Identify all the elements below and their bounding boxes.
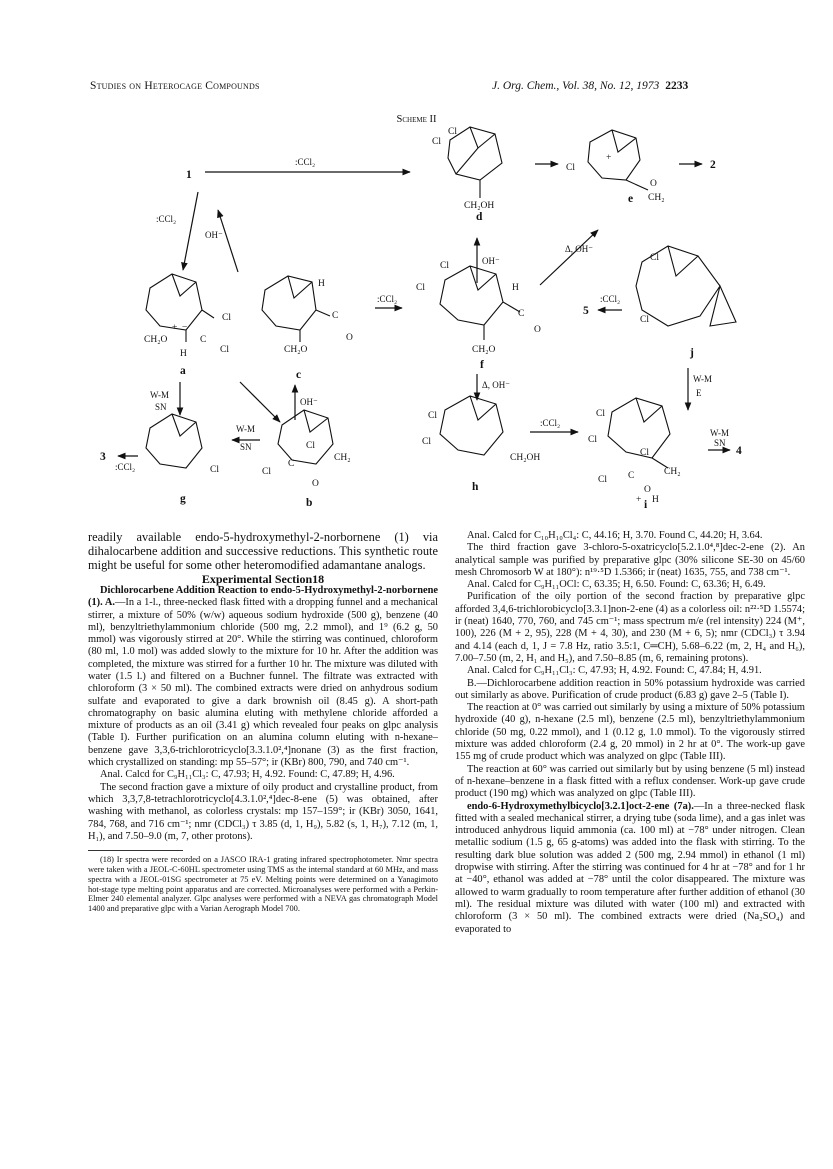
atom-ch2o: CH₂O <box>472 345 496 355</box>
right-column <box>455 530 805 936</box>
reagent-ccl2-c-f: :CCl₂ <box>377 294 398 304</box>
second-fraction-paragraph: The second fraction gave a mixture of oily product and crystalline product, from which 3,3,7,8-tetrachlorotricyclo[4.3.1.0²,⁴]dec-8-ene (5) was obtained, after washing with methanol, as colorless crystals: mp 157–159°; ir (KBr) 3050, 1641, 784, 768, and 716 cm⁻¹; nmr (CDCl₃) τ 3.85 (d, 1, H₉), 5.82 (s, 1, H₇), 7.12 (m, 1, H₁), and 7.50–9.0 (m, 7, other protons). <box>88 781 438 842</box>
atom-cl: Cl <box>566 163 575 173</box>
procedure-b-paragraph: B.—Dichlorocarbene addition reaction in 50% potassium hydroxide was carried out similarly as above. Purification of crude product (6.83 g) gave 2–5 (Table I). <box>455 677 805 701</box>
ylide-ring-g <box>146 414 202 468</box>
scheme-title: Scheme II <box>396 114 437 125</box>
label-compound-2: 2 <box>710 159 716 171</box>
atom-cl: Cl <box>588 435 597 445</box>
compound-labels <box>100 159 742 511</box>
label-compound-h: h <box>472 481 479 493</box>
bicyclic-ring-h <box>440 396 503 455</box>
atom-cl: Cl <box>306 441 315 451</box>
reagent-wm-a: W-M <box>150 390 169 400</box>
atom-h: H <box>180 349 187 359</box>
label-compound-c: c <box>296 369 302 381</box>
cation-ring-e <box>588 130 648 190</box>
footnote-rule <box>88 850 183 851</box>
atom-plus: + <box>606 153 612 163</box>
procedure-a-paragraph <box>88 585 438 769</box>
analysis-paragraph: Anal. Calcd for C₁₀H₁₀Cl₄: C, 44.16; H, 3.70. Found C, 44.20; H, 3.64. <box>467 530 763 541</box>
arrow-1-to-a <box>183 192 198 270</box>
atom-cl: Cl <box>448 127 457 137</box>
tricyclic-ring-f <box>440 266 520 340</box>
atom-c: C <box>288 459 295 469</box>
procedure-a-text: —In a 1-l., three-necked flask fitted with a dropping funnel and a mechanical stirrer, a mixture of 50% (w/w) aqueous sodium hydroxide (500 g), benzene (40 ml), benzyltriethylammonium chloride (500 mg, 2.2 mmol), and 1⁹ (6.2 g, 50 mmol) was vigorously stirred at 20°. While the stirring was continued, chloroform (80 ml, 1.0 mol) was added slowly to the mixture for 10 hr. After the addition was completed, the mixture was stirred for a further 10 hr. The mixture was diluted with water (1.5 l.) and filtered on a Buchner funnel. The filtrate was extracted with chloroform (3 × 50 ml). The combined extracts were dried on anhydrous sodium sulfate and evaporated to give a dark brownish oil (8.45 g). A short-path chromatography on basic alumina eluting with methylene chloride afforded a mixture of products as an oil (3.41 g) which revealed four peaks on glpc analysis (Table I). Further purification on an alumina column eluting with n-hexane–benzene gave 3,3,6-trichlorotricyclo[3.3.1.0²,⁴]nonane (3) as the first fraction, which crystallized on standing: mp 55–57°; ir (KBr) 800, 790, and 740 cm⁻¹. <box>88 597 438 769</box>
atom-ch2oh: CH₂OH <box>510 453 541 463</box>
third-fraction-paragraph: The third fraction gave 3-chloro-5-oxatricyclo[5.2.1.0⁴,⁸]dec-2-ene (2). An analytical sample was purified by preparative glpc (30% silicone SE-30 on 45/60 mesh Chromosorb W at 180°): n¹⁹·⁵D 1.5366; ir (neat) 1635, 755, and 738 cm⁻¹. <box>455 542 805 578</box>
section-heading: Experimental Section18 <box>201 571 325 586</box>
atom-minus: − <box>182 323 188 333</box>
atom-h: H <box>512 283 519 293</box>
analysis-paragraph: Anal. Calcd for C₉H₁₁Cl₃: C, 47.93; H, 4.92. Found: C, 47.89; H, 4.96. <box>100 769 395 781</box>
reagent-ccl2-top: :CCl₂ <box>295 157 316 167</box>
label-compound-g: g <box>180 493 186 505</box>
atom-ch2o: CH₂O <box>284 345 308 355</box>
journal-citation <box>492 80 688 92</box>
arrow-f-to-e <box>540 230 598 285</box>
reagent-heat-oh-f-e: Δ, OH⁻ <box>565 244 594 254</box>
atom-cl: Cl <box>650 253 659 263</box>
atom-cl: Cl <box>432 137 441 147</box>
atom-plus: + <box>172 323 178 333</box>
atom-h: H <box>318 279 325 289</box>
atom-cl: Cl <box>210 465 219 475</box>
atom-o: O <box>650 179 657 189</box>
atom-ch2: CH₂ <box>648 193 665 203</box>
reagent-e-j: E <box>696 388 702 398</box>
atom-h: H <box>652 495 659 505</box>
atom-cl: Cl <box>222 313 231 323</box>
footnote: (18) Ir spectra were recorded on a JASCO IRA-1 grating infrared spectrophotometer. Nmr spectra were taken with a JEOL-C-60HL spectrometer using TMS as the internal standard at 60 MHz, and mass spectra with a JEOL-01SG spectrometer at 75 eV. Melting points were determined on a Yanagimoto hot-stage type melting point apparatus and are corrected. Microanalyses were performed with a Perkin-Elmer 240 elemental analyzer. Glpc analyses were performed with a NEVA gas chromatograph Model 1400 and preparative glpc with a Varian Aerograph Model 700. <box>88 855 438 914</box>
atom-ch2: CH₂ <box>334 453 351 463</box>
label-compound-5: 5 <box>583 305 589 317</box>
reaction-0c-paragraph: The reaction at 0° was carried out similarly by using a mixture of 50% potassium hydroxide (40 g), n-hexane (2.5 ml), benzene (2.5 ml), benzyltriethylammonium chloride (50 mg, 0.22 mmol), and 1 (0.12 g, 1.0 mmol). To the vigorously stirred mixture was added chloroform (2.4 g, 20 mmol) in 2 hr at 0°. The work-up gave 155 mg of crude product which was analyzed on glpc (Table III). <box>455 702 805 763</box>
page-number: 2233 <box>665 80 689 92</box>
atom-cl: Cl <box>598 475 607 485</box>
reagent-oh-b-c: OH⁻ <box>300 397 318 407</box>
label-compound-a: a <box>180 365 186 377</box>
reagent-ccl2-j-5: :CCl₂ <box>600 294 621 304</box>
label-compound-f: f <box>480 359 484 371</box>
atom-ch2: CH₂ <box>664 467 681 477</box>
reaction-arrows <box>118 164 730 456</box>
reagent-labels <box>115 157 729 472</box>
reagent-ccl2-left: :CCl₂ <box>156 214 177 224</box>
reagent-ccl2-h-i: :CCl₂ <box>540 418 561 428</box>
atom-cl: Cl <box>640 448 649 458</box>
atom-cl: Cl <box>262 467 271 477</box>
atom-cl: Cl <box>422 437 431 447</box>
label-compound-4: 4 <box>736 445 742 457</box>
journal-reference: J. Org. Chem., Vol. 38, No. 12, 1973 <box>492 80 660 92</box>
label-compound-j: j <box>690 347 694 359</box>
atom-c: C <box>200 335 207 345</box>
arrow-a-to-b <box>240 382 280 422</box>
purification-paragraph: Purification of the oily portion of the second fraction by preparative glpc afforded 3,4,6-trichlorobicyclo[3.3.1]non-2-ene (4) as a colorless oil: n²²·⁵D 1.5574; ir (neat) 1640, 770, 760, and 745 cm⁻¹; mass spectrum m/e (rel intensity) 224 (M⁺, 100), 226 (M + 2, 95), 228 (M + 4, 30), and 230 (M + 6, 5); nmr (CDCl₃) τ 3.94 and 4.14 (each d, 1, J = 7.8 Hz, ratio 3.5:1, C═CH), 5.68–6.22 (m, 2, H₄ and H₆), 7.00–7.50 (m, 2, H₁ and H₅), and 7.50–8.85 (m, 6, remaining protons). <box>455 591 805 664</box>
reagent-wm-b: W-M <box>236 424 255 434</box>
reduction-text: —In a three-necked flask fitted with a sealed mechanical stirrer, a drying tube (soda lime), and a gas inlet was introduced anhydrous liquid ammonia (ca. 100 ml) at −78° under nitrogen. Clean metallic sodium (1.5 g, 65 g-atoms) was added into the flask with stirring. To the resulting dark blue solution was added 2 (500 mg, 2.94 mmol) in ethanol (1 ml) dropwise with stirring. After the stirring was continued for 4 hr at −78° and for 1 hr at −40°, ethanol was added at −78° until the color disappeared. The mixture was allowed to warm gradually to room temperature after further addition of ethanol (30 ml). The residual mixture was diluted with water (100 ml) and extracted with chloroform (3 × 50 ml). The combined extracts were dried (Na₂SO₄) and evaporated to <box>455 800 806 935</box>
atom-o: O <box>312 479 319 489</box>
label-compound-i: i <box>644 499 648 511</box>
left-column <box>88 530 438 914</box>
tricyclic-ring-i <box>608 398 670 468</box>
atom-o: O <box>534 325 541 335</box>
running-title: Studies on Heterocage Compounds <box>90 80 260 92</box>
label-compound-1: 1 <box>186 169 192 181</box>
atom-cl: Cl <box>440 261 449 271</box>
atom-c: C <box>332 311 339 321</box>
ylide-ring-a <box>146 274 214 342</box>
label-compound-e: e <box>628 193 634 205</box>
arrow-1-to-c <box>218 210 238 272</box>
reagent-wm-j: W-M <box>693 374 712 384</box>
label-compound-3: 3 <box>100 451 106 463</box>
reaction-scheme <box>0 120 833 525</box>
atom-plus: + <box>636 495 642 505</box>
reduction-title: endo-6-Hydroxymethylbicyclo[3.2.1]oct-2-ene (7a). <box>467 800 694 812</box>
reagent-oh-f-d: OH⁻ <box>482 256 500 266</box>
ring-frameworks <box>146 127 736 468</box>
atom-cl: Cl <box>220 345 229 355</box>
analysis-paragraph: Anal. Calcd for C₉H₁₁Cl₃: C, 47.93; H, 4.92. Found: C, 47.84; H, 4.91. <box>467 665 762 677</box>
reagent-sn-a: SN <box>155 402 167 412</box>
reagent-wm-i: W-M <box>710 428 729 438</box>
procedure-a-title: Dichlorocarbene Addition Reaction to endo-5-Hydroxymethyl-2-norbornene (1). A. <box>88 584 438 609</box>
atom-c: C <box>518 309 525 319</box>
atom-o: O <box>346 333 353 343</box>
intro-paragraph: readily available endo-5-hydroxymethyl-2-norbornene (1) via dihalocarbene addition and successive reductions. This synthetic route might be useful for some other heteromodified adamantane analogs. <box>88 530 438 573</box>
atom-ch2o: CH₂O <box>144 335 168 345</box>
analysis-paragraph: Anal. Calcd for C₉H₁₁OCl: C, 63.35; H, 6.50. Found: C, 63.36; H, 6.49. <box>467 579 766 591</box>
atom-cl: Cl <box>416 283 425 293</box>
reagent-sn-i: SN <box>714 438 726 448</box>
reagent-ccl2-g-3: :CCl₂ <box>115 462 136 472</box>
reaction-60c-paragraph: The reaction at 60° was carried out similarly but by using benzene (5 ml) instead of n-hexane–benzene in a flask fitted with a reflux condenser. Work-up gave crude product (190 mg) which was analyzed on glpc (Table III). <box>455 763 805 800</box>
atom-ch2oh: CH₂OH <box>464 201 495 211</box>
atom-cl: Cl <box>640 315 649 325</box>
atom-c: C <box>628 471 635 481</box>
label-compound-d: d <box>476 211 483 223</box>
atom-cl: Cl <box>428 411 437 421</box>
ylide-ring-b <box>278 410 333 464</box>
reduction-paragraph <box>455 801 805 936</box>
label-compound-b: b <box>306 497 313 509</box>
reagent-heat-oh-f-h: Δ, OH⁻ <box>482 380 511 390</box>
bicyclic-ring-d <box>448 127 502 198</box>
reagent-sn-b: SN <box>240 442 252 452</box>
atom-cl: Cl <box>596 409 605 419</box>
atom-labels <box>144 127 681 505</box>
reagent-oh-left: OH⁻ <box>205 230 223 240</box>
atom-o: O <box>644 485 651 495</box>
